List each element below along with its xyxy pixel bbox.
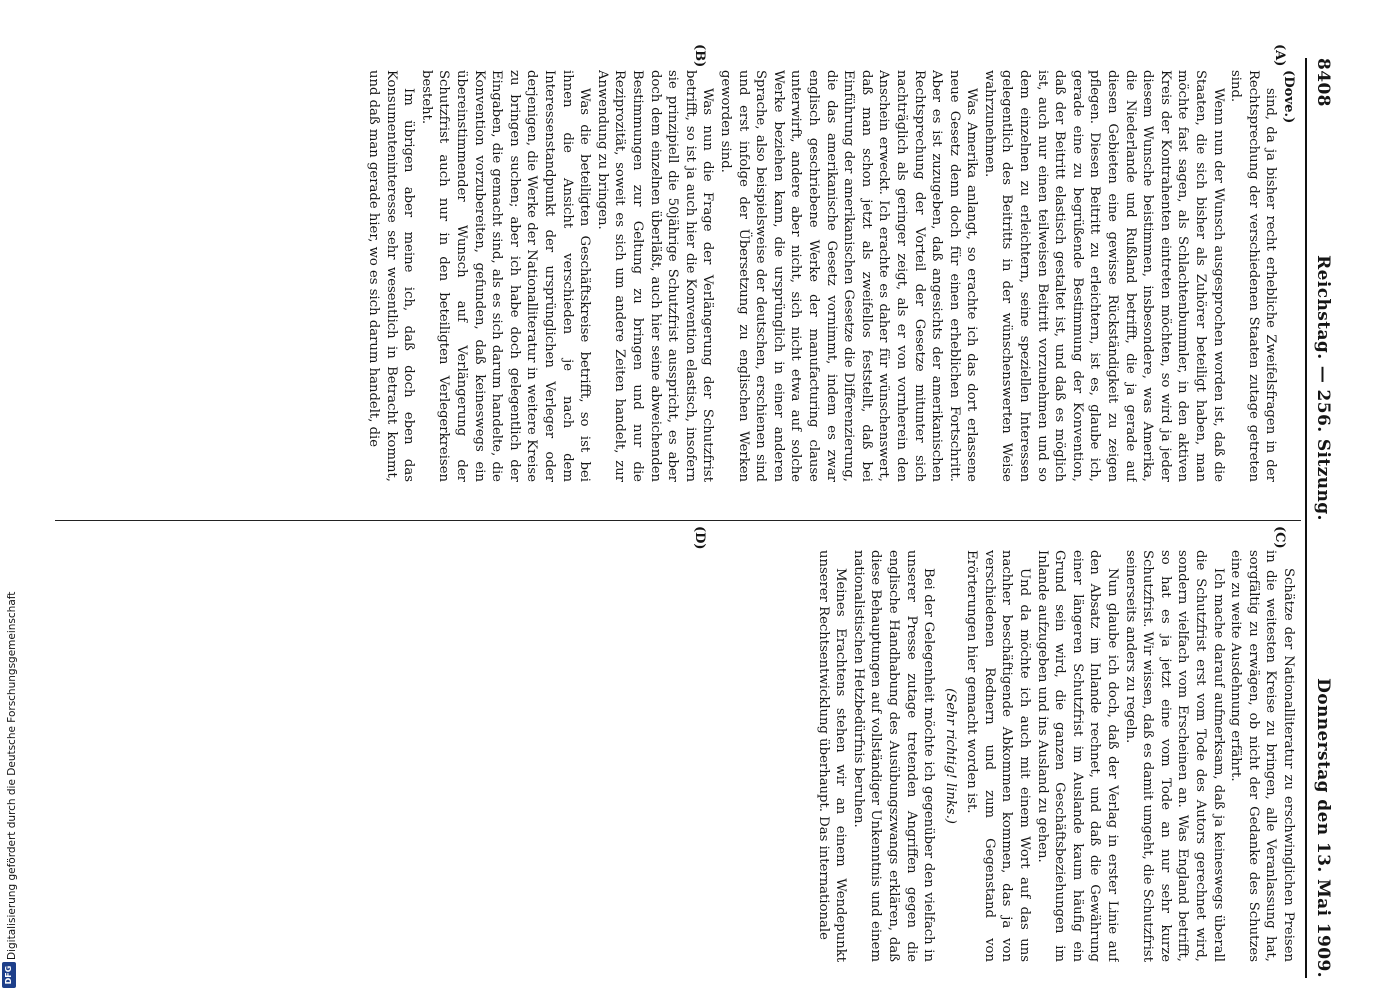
session-date: Donnerstag den 13. Mai 1909. <box>1313 678 1333 978</box>
paragraph: Meines Erachtens stehen wir an einem Wendepunkt unserer Rechtsentwicklung überhaupt. Das internationale <box>815 550 849 962</box>
dfg-logo <box>2 962 16 988</box>
margin-marker-d: (D) <box>692 526 707 550</box>
paragraph: sind, da ja bisher recht erhebliche Zweifelsfragen in der Rechtsprechung der verschiedenen Staaten zutage getreten sind. <box>1228 70 1279 482</box>
page-header <box>1305 58 1335 978</box>
paragraph: Was nun die Frage der Verlängerung der Schutzfrist betrifft, so ist ja auch hier die Konvention elastisch, insofern sie prinzipiell die 50jährige Schutzfrist ausspricht, es aber doch dem einzelnen überläßt, auch hier seine abweichenden Bestimmungen zur Geltung zu bringen und nur die Reziprozität, soweit es sich um andere Zeiten handelt, zur Anwendung zu bringen. <box>594 70 716 482</box>
rotated-page <box>45 44 1335 978</box>
dfg-funding-label: Digitalisierung gefördert durch die Deutsche Forschungsgemeinschaft <box>6 591 18 960</box>
paragraph: Schätze der Nationalliteratur zu erschwinglichen Preisen in die weitesten Kreise zu bringen, alle Veranlassung hat, sorgfältig zu erwägen, ob nicht der Gedanke des Schutzes eine zu weite Ausdehnung erfährt. <box>1228 550 1296 962</box>
dfg-logo-text: DFG <box>4 965 13 985</box>
paragraph: Bei der Gelegenheit möchte ich gegenüber den vielfach in unserer Presse zutage tretenden Angriffen gegen die englische Handhabung des Ausübungszwangs erklären, daß diese Behauptungen auf vollständiger Unkenntnis und einem nationalistischen Hetzbedürfnis beruhen. <box>850 550 937 962</box>
margin-marker-c: (C) <box>1272 526 1287 549</box>
paragraph: Was Amerika anlangt, so erachte ich das dort erlassene neue Gesetz denn doch für einen erheblichen Fortschritt. Aber es ist zuzugeben, daß angesichts der amerikanischen Rechtsprechung der Vorteil der Gesetze mitunter sich nachträglich als geringer zeigt, als er von vornherein den Anschein erweckt. Ich erachte es daher für wünschenswert, daß man schon jetzt als zweifellos feststellt, daß bei Einführung der amerikanischen Gesetze die Differenzierung, die das amerikanische Gesetz vornimmt, indem es zwar englisch geschriebene Werke der manufacturing clause unterwirft, andere aber nicht, sich nicht etwa auf solche Werke beziehen kann, die ursprünglich in einer anderen Sprache, also beispielsweise der deutschen, erschienen sind und erst infolge der Übersetzung zu englischen Werken geworden sind. <box>718 70 980 482</box>
paragraph: Was die beteiligten Geschäftskreise betrifft, so ist bei ihnen die Ansicht verschieden je nach dem Interessenstandpunkt der ursprünglichen Verleger oder derjenigen, die Werke der Nationalliteratur in weitere Kreise zu bringen suchen; aber ich habe doch gelegentlich der Eingaben, die gemacht sind, als es sich darum handelte, die Konvention vorzubereiten, gefunden, daß keineswegs ein übereinstimmender Wunsch auf Verlängerung der Schutzfrist auch nur in den beteiligten Verlegerkreisen besteht. <box>418 70 593 482</box>
paragraph: Im übrigen aber meine ich, daß doch eben das Konsumenteninteresse sehr wesentlich in Betracht kommt, und daß man gerade hier, wo es sich darum handelt, die <box>366 70 417 482</box>
margin-marker-a: (A) <box>1272 44 1287 67</box>
paragraph: Wenn nun der Wunsch ausgesprochen worden ist, daß die Staaten, die sich bisher als Zuhörer beteiligt haben, man möchte fast sagen, als Schlachtenbummler, in den aktiven Kreis der Kontrahenten eintreten möchten, so wird ja jeder diesem Wunsche beistimmen, insbesondere, was Amerika, die Niederlande und Rußland betrifft, die ja gerade auf diesen Gebieten eine gewisse Rückständigkeit zu zeigen pflegen. Diesen Beitritt zu erleichtern, ist es, glaube ich, gerade eine zu begrüßende Bestimmung der Konvention, daß der Beitritt elastisch gestaltet ist, und daß es möglich ist, auch nur einen teilweisen Beitritt vorzunehmen und so dem einzelnen zu erleichtern, seine speziellen Interessen gelegentlich des Beitritts in der wünschenswerten Weise wahrzunehmen. <box>981 70 1226 482</box>
right-text-column <box>61 550 1297 962</box>
column-divider <box>55 520 1301 521</box>
speaker-name: (Dove.) <box>1281 70 1296 124</box>
paragraph: Und da möchte ich auch mit einem Wort auf das uns nachher beschäftigende Abkommen kommen, das ja von verschiedenen Rednern und zum Gegenstand von Erörterungen hier gemacht worden ist. <box>964 550 1033 962</box>
paragraph: Nun glaube ich doch, daß der Verlag in erster Linie auf den Absatz im Inlande rechnet, und daß die Gewährung einer längeren Schutzfrist im Auslande kaum häufig ein Grund sein wird, die ganzen Geschäftsbeziehungen im Inlande aufzugeben und ins Ausland zu gehen. <box>1034 550 1121 962</box>
left-text-column <box>61 70 1297 482</box>
margin-marker-b: (B) <box>692 44 707 68</box>
page-number: 8408 <box>1313 58 1333 107</box>
session-title: Reichstag. — 256. Sitzung. <box>1313 255 1333 521</box>
interjection-remark: (Sehr richtig! links.) <box>942 688 958 824</box>
paragraph: Ich mache darauf aufmerksam, daß ja keineswegs überall die Schutzfrist erst vom Tode des Autors gerechnet wird, sondern vielfach vom Erscheinen an. Was England betrifft, so hat es ja jetzt eine vom Tode an nur sehr kurze Schutzfrist. Wir wissen, daß es damit umgeht, die Schutzfrist seinerseits anders zu regeln. <box>1122 550 1226 962</box>
